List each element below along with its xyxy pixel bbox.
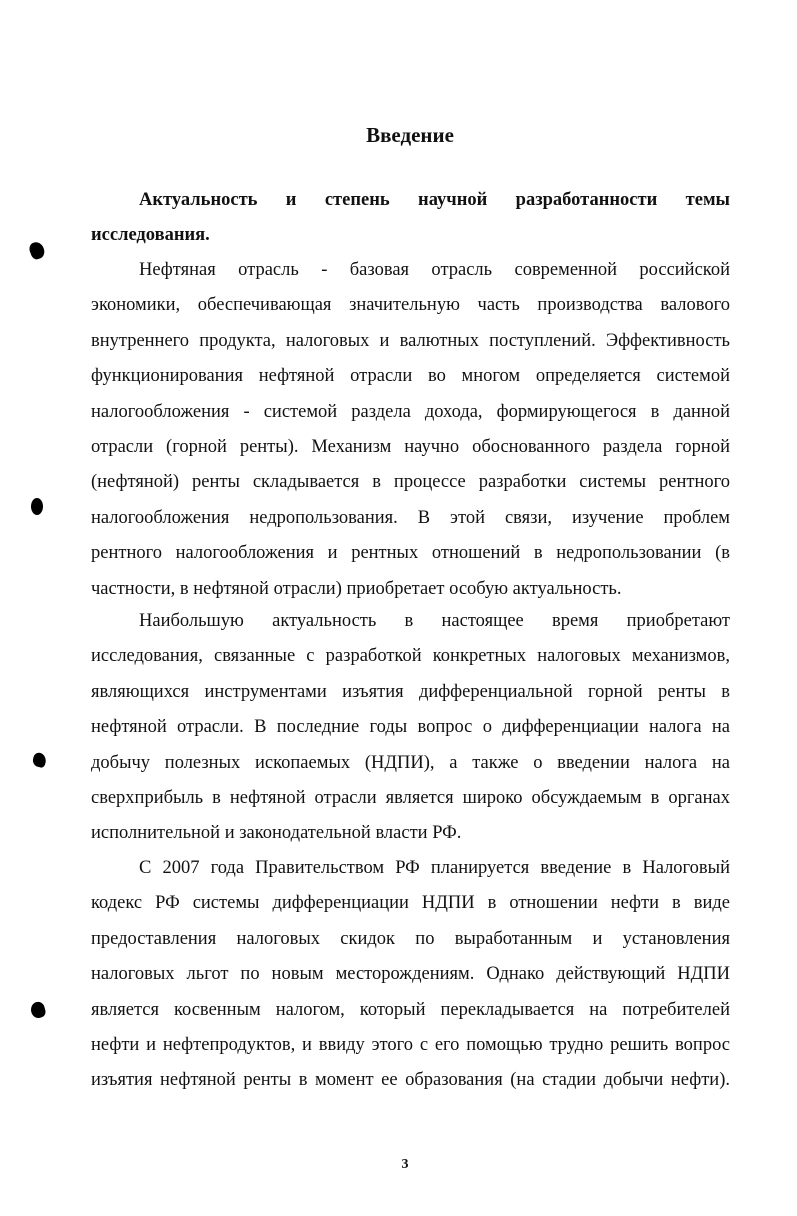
text-line: предоставления налоговых скидок по выработанным и установления <box>91 928 730 949</box>
text-line: Актуальность и степень научной разработанности темы <box>139 190 730 210</box>
text-line: кодекс РФ системы дифференциации НДПИ в отношении нефти в виде <box>91 893 730 914</box>
text-line: налогообложения - системой раздела дохода, формирующегося в данной <box>91 401 730 422</box>
text-line: являющихся инструментами изъятия дифференциальной горной ренты в <box>91 681 730 702</box>
text-line: отрасли (горной ренты). Механизм научно обоснованного раздела горной <box>91 437 730 458</box>
paragraph-2 <box>91 604 730 852</box>
scan-mark <box>29 1000 47 1019</box>
text-line: внутреннего продукта, налоговых и валютных поступлений. Эффективность <box>91 330 730 351</box>
text-line: частности, в нефтяной отрасли) приобретает особую актуальность. <box>91 578 622 599</box>
text-line: нефтяной отрасли. В последние годы вопрос о дифференциации налога на <box>91 717 730 738</box>
text-line: добычу полезных ископаемых (НДПИ), а также о введении налога на <box>91 752 730 773</box>
text-line: сверхприбыль в нефтяной отрасли является широко обсуждаемым в органах <box>91 788 730 809</box>
text-line: функционирования нефтяной отрасли во многом определяется системой <box>91 366 730 387</box>
scan-mark <box>31 498 43 515</box>
text-line: является косвенным налогом, который перекладывается на потребителей <box>91 999 730 1020</box>
text-line: исследования. <box>91 225 210 246</box>
scan-mark <box>28 240 47 261</box>
text-line: рентного налогообложения и рентных отношений в недропользовании (в <box>91 543 730 564</box>
text-line: Нефтяная отрасль - базовая отрасль современной российской <box>139 260 730 280</box>
text-line: изъятия нефтяной ренты в момент ее образования (на стадии добычи нефти). <box>91 1070 730 1091</box>
scan-mark <box>31 752 47 769</box>
text-line: Наибольшую актуальность в настоящее время приобретают <box>139 611 730 631</box>
paragraph-1 <box>91 253 730 607</box>
text-line: С 2007 года Правительством РФ планируется введение в Налоговый <box>139 858 730 878</box>
text-line: налогообложения недропользования. В этой связи, изучение проблем <box>91 507 730 528</box>
section-subheading <box>91 183 730 254</box>
text-line: экономики, обеспечивающая значительную часть производства валового <box>91 295 730 316</box>
page-number: 3 <box>401 1157 409 1172</box>
text-line: (нефтяной) ренты складывается в процессе разработки системы рентного <box>91 472 730 493</box>
page-title: Введение <box>366 123 454 147</box>
paragraph-3 <box>91 851 730 1099</box>
text-line: исполнительной и законодательной власти РФ. <box>91 823 462 844</box>
text-line: нефти и нефтепродуктов, и ввиду этого с его помощью трудно решить вопрос <box>91 1035 730 1056</box>
text-line: налоговых льгот по новым месторождениям. Однако действующий НДПИ <box>91 964 730 985</box>
text-line: исследования, связанные с разработкой конкретных налоговых механизмов, <box>91 646 730 667</box>
